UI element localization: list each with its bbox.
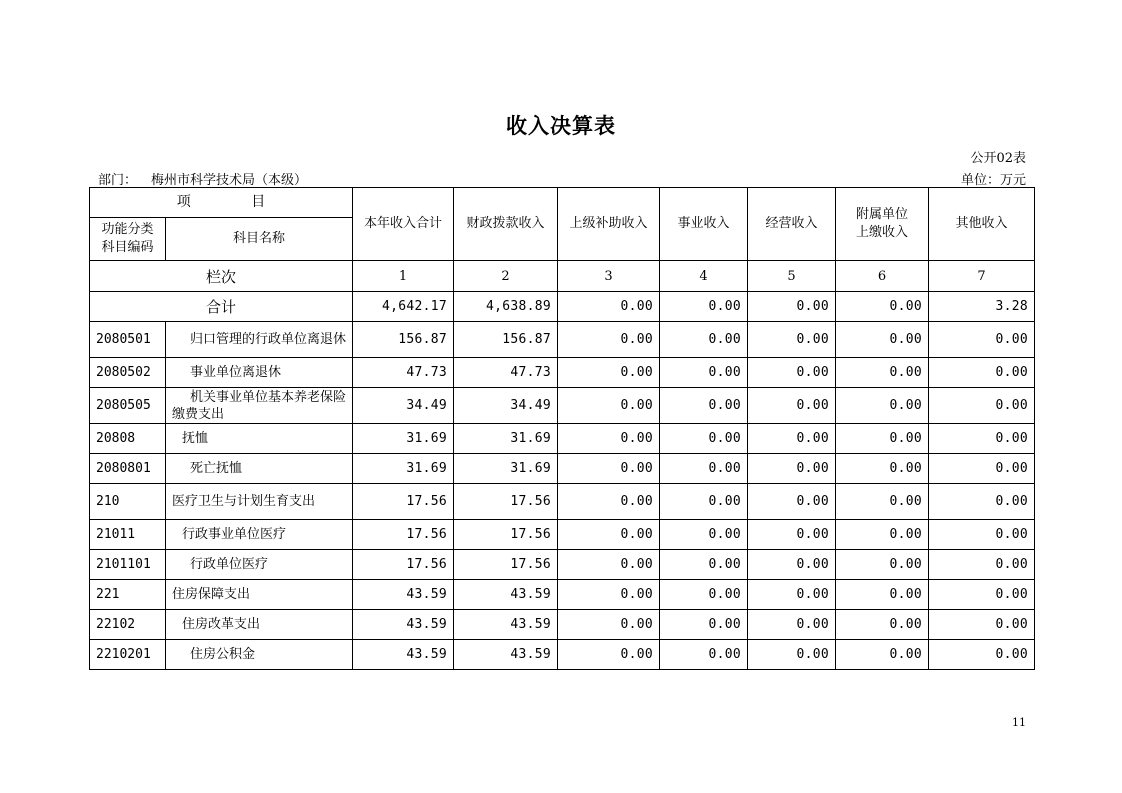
- header-col-2: 财政拨款收入: [454, 188, 558, 261]
- row-value-col-3: 0.00: [558, 454, 660, 484]
- row-value-col-3: 0.00: [558, 388, 660, 424]
- row-value-col-2: 17.56: [454, 520, 558, 550]
- row-value-col-6: 0.00: [836, 388, 929, 424]
- row-subject-text: 归口管理的行政单位离退休: [190, 332, 347, 347]
- row-value-col-6: 0.00: [836, 610, 929, 640]
- total-cell: 4,642.17: [353, 292, 454, 322]
- row-value-col-3: 0.00: [558, 580, 660, 610]
- row-value-col-6: 0.00: [836, 520, 929, 550]
- row-value-col-7: 0.00: [929, 424, 1035, 454]
- row-code: 2080501: [90, 322, 166, 358]
- row-value-col-4: 0.00: [660, 454, 748, 484]
- unit-label: 单位：万元: [960, 173, 1026, 188]
- row-code: 20808: [90, 424, 166, 454]
- row-value-col-4: 0.00: [660, 610, 748, 640]
- row-code: 2101101: [90, 550, 166, 580]
- row-subject-text: 住房保障支出: [172, 587, 251, 602]
- table-row: [90, 358, 1035, 388]
- row-value-col-2: 43.59: [454, 580, 558, 610]
- header-func-code: 功能分类科目编码: [90, 218, 166, 261]
- row-value-col-1: 156.87: [353, 322, 454, 358]
- row-value-col-2: 156.87: [454, 322, 558, 358]
- index-cell: 5: [748, 261, 836, 292]
- header-col-3: 上级补助收入: [558, 188, 660, 261]
- table-row: [90, 388, 1035, 424]
- total-cell: 0.00: [558, 292, 660, 322]
- index-row: [90, 261, 1035, 292]
- row-value-col-5: 0.00: [748, 388, 836, 424]
- row-value-col-6: 0.00: [836, 424, 929, 454]
- row-code: 221: [90, 580, 166, 610]
- table-row: [90, 520, 1035, 550]
- row-value-col-1: 43.59: [353, 580, 454, 610]
- table-row: [90, 484, 1035, 520]
- row-subject-name: [166, 322, 353, 358]
- total-cell: 0.00: [660, 292, 748, 322]
- row-subject-text: 住房改革支出: [182, 617, 261, 632]
- row-subject-name: [166, 454, 353, 484]
- row-value-col-3: 0.00: [558, 610, 660, 640]
- row-value-col-1: 31.69: [353, 454, 454, 484]
- row-value-col-7: 0.00: [929, 580, 1035, 610]
- row-value-col-2: 43.59: [454, 610, 558, 640]
- total-cell: 0.00: [836, 292, 929, 322]
- row-value-col-4: 0.00: [660, 322, 748, 358]
- row-code: 2080801: [90, 454, 166, 484]
- row-value-col-4: 0.00: [660, 424, 748, 454]
- row-subject-name: [166, 358, 353, 388]
- header-col-4: 事业收入: [660, 188, 748, 261]
- index-cell: 4: [660, 261, 748, 292]
- row-subject-text: 事业单位离退休: [190, 365, 282, 380]
- department-label: 部门：: [98, 173, 138, 188]
- row-value-col-5: 0.00: [748, 322, 836, 358]
- row-value-col-5: 0.00: [748, 454, 836, 484]
- row-value-col-7: 0.00: [929, 358, 1035, 388]
- row-subject-text: 行政事业单位医疗: [182, 527, 287, 542]
- row-value-col-7: 0.00: [929, 610, 1035, 640]
- row-subject-name: [166, 424, 353, 454]
- income-table: [89, 187, 1035, 670]
- row-value-col-2: 47.73: [454, 358, 558, 388]
- department-line: [98, 169, 307, 188]
- table-row: [90, 550, 1035, 580]
- row-subject-name: [166, 484, 353, 520]
- row-value-col-7: 0.00: [929, 520, 1035, 550]
- row-value-col-5: 0.00: [748, 550, 836, 580]
- row-subject-text: 行政单位医疗: [190, 557, 269, 572]
- row-code: 2080502: [90, 358, 166, 388]
- row-value-col-3: 0.00: [558, 424, 660, 454]
- header-col-5: 经营收入: [748, 188, 836, 261]
- index-cell: 2: [454, 261, 558, 292]
- row-subject-name: [166, 580, 353, 610]
- row-value-col-1: 17.56: [353, 484, 454, 520]
- row-code: 22102: [90, 610, 166, 640]
- department-name: 梅州市科学技术局（本级）: [151, 173, 308, 188]
- row-value-col-7: 0.00: [929, 550, 1035, 580]
- row-value-col-2: 17.56: [454, 550, 558, 580]
- header-col-6: 附属单位上缴收入: [836, 188, 929, 261]
- row-value-col-5: 0.00: [748, 610, 836, 640]
- row-value-col-6: 0.00: [836, 640, 929, 670]
- row-value-col-4: 0.00: [660, 640, 748, 670]
- row-subject-text: 死亡抚恤: [190, 461, 243, 476]
- row-value-col-1: 17.56: [353, 550, 454, 580]
- row-value-col-5: 0.00: [748, 424, 836, 454]
- row-value-col-1: 17.56: [353, 520, 454, 550]
- row-code: 2080505: [90, 388, 166, 424]
- row-value-col-6: 0.00: [836, 484, 929, 520]
- total-cell: 0.00: [748, 292, 836, 322]
- row-subject-name: [166, 550, 353, 580]
- row-value-col-1: 43.59: [353, 610, 454, 640]
- row-code: 210: [90, 484, 166, 520]
- total-row: [90, 292, 1035, 322]
- row-value-col-4: 0.00: [660, 550, 748, 580]
- row-subject-name: [166, 520, 353, 550]
- row-value-col-2: 43.59: [454, 640, 558, 670]
- row-value-col-6: 0.00: [836, 580, 929, 610]
- row-value-col-6: 0.00: [836, 358, 929, 388]
- page-title: 收入决算表: [506, 113, 616, 138]
- row-value-col-7: 0.00: [929, 454, 1035, 484]
- index-row-label: 栏次: [90, 261, 353, 292]
- row-value-col-4: 0.00: [660, 520, 748, 550]
- row-subject-text: 住房公积金: [190, 647, 256, 662]
- row-code: 2210201: [90, 640, 166, 670]
- row-value-col-2: 31.69: [454, 424, 558, 454]
- row-value-col-4: 0.00: [660, 388, 748, 424]
- page-number: 11: [1012, 716, 1026, 729]
- row-subject-text: 抚恤: [182, 431, 209, 446]
- total-cell: 3.28: [929, 292, 1035, 322]
- row-value-col-5: 0.00: [748, 520, 836, 550]
- row-value-col-7: 0.00: [929, 388, 1035, 424]
- row-value-col-4: 0.00: [660, 358, 748, 388]
- table-row: [90, 610, 1035, 640]
- row-value-col-1: 34.49: [353, 388, 454, 424]
- index-cell: 3: [558, 261, 660, 292]
- row-subject-name: [166, 610, 353, 640]
- row-value-col-5: 0.00: [748, 358, 836, 388]
- row-value-col-5: 0.00: [748, 484, 836, 520]
- row-value-col-1: 31.69: [353, 424, 454, 454]
- row-value-col-3: 0.00: [558, 358, 660, 388]
- row-value-col-3: 0.00: [558, 550, 660, 580]
- index-cell: 6: [836, 261, 929, 292]
- total-row-label: 合计: [90, 292, 353, 322]
- row-value-col-3: 0.00: [558, 322, 660, 358]
- table-row: [90, 580, 1035, 610]
- table-row: [90, 640, 1035, 670]
- row-value-col-6: 0.00: [836, 322, 929, 358]
- index-cell: 1: [353, 261, 454, 292]
- row-value-col-7: 0.00: [929, 484, 1035, 520]
- row-value-col-6: 0.00: [836, 454, 929, 484]
- row-value-col-4: 0.00: [660, 580, 748, 610]
- row-value-col-7: 0.00: [929, 322, 1035, 358]
- form-number: 公开02表: [970, 151, 1026, 166]
- table-row: [90, 424, 1035, 454]
- header-subject-name: 科目名称: [166, 218, 353, 261]
- row-value-col-5: 0.00: [748, 580, 836, 610]
- index-cell: 7: [929, 261, 1035, 292]
- table-row: [90, 322, 1035, 358]
- row-value-col-3: 0.00: [558, 640, 660, 670]
- header-col-7: 其他收入: [929, 188, 1035, 261]
- row-value-col-1: 43.59: [353, 640, 454, 670]
- table-row: [90, 454, 1035, 484]
- row-value-col-2: 17.56: [454, 484, 558, 520]
- row-value-col-7: 0.00: [929, 640, 1035, 670]
- row-subject-text: 机关事业单位基本养老保险缴费支出: [172, 389, 347, 422]
- row-value-col-4: 0.00: [660, 484, 748, 520]
- row-subject-text: 医疗卫生与计划生育支出: [172, 494, 316, 509]
- header-col-1: 本年收入合计: [353, 188, 454, 261]
- row-value-col-3: 0.00: [558, 520, 660, 550]
- row-value-col-2: 31.69: [454, 454, 558, 484]
- row-value-col-6: 0.00: [836, 550, 929, 580]
- row-value-col-3: 0.00: [558, 484, 660, 520]
- row-value-col-2: 34.49: [454, 388, 558, 424]
- row-subject-name: [166, 388, 353, 424]
- row-value-col-5: 0.00: [748, 640, 836, 670]
- header-item: 项 目: [90, 188, 353, 218]
- row-code: 21011: [90, 520, 166, 550]
- total-cell: 4,638.89: [454, 292, 558, 322]
- row-subject-name: [166, 640, 353, 670]
- row-value-col-1: 47.73: [353, 358, 454, 388]
